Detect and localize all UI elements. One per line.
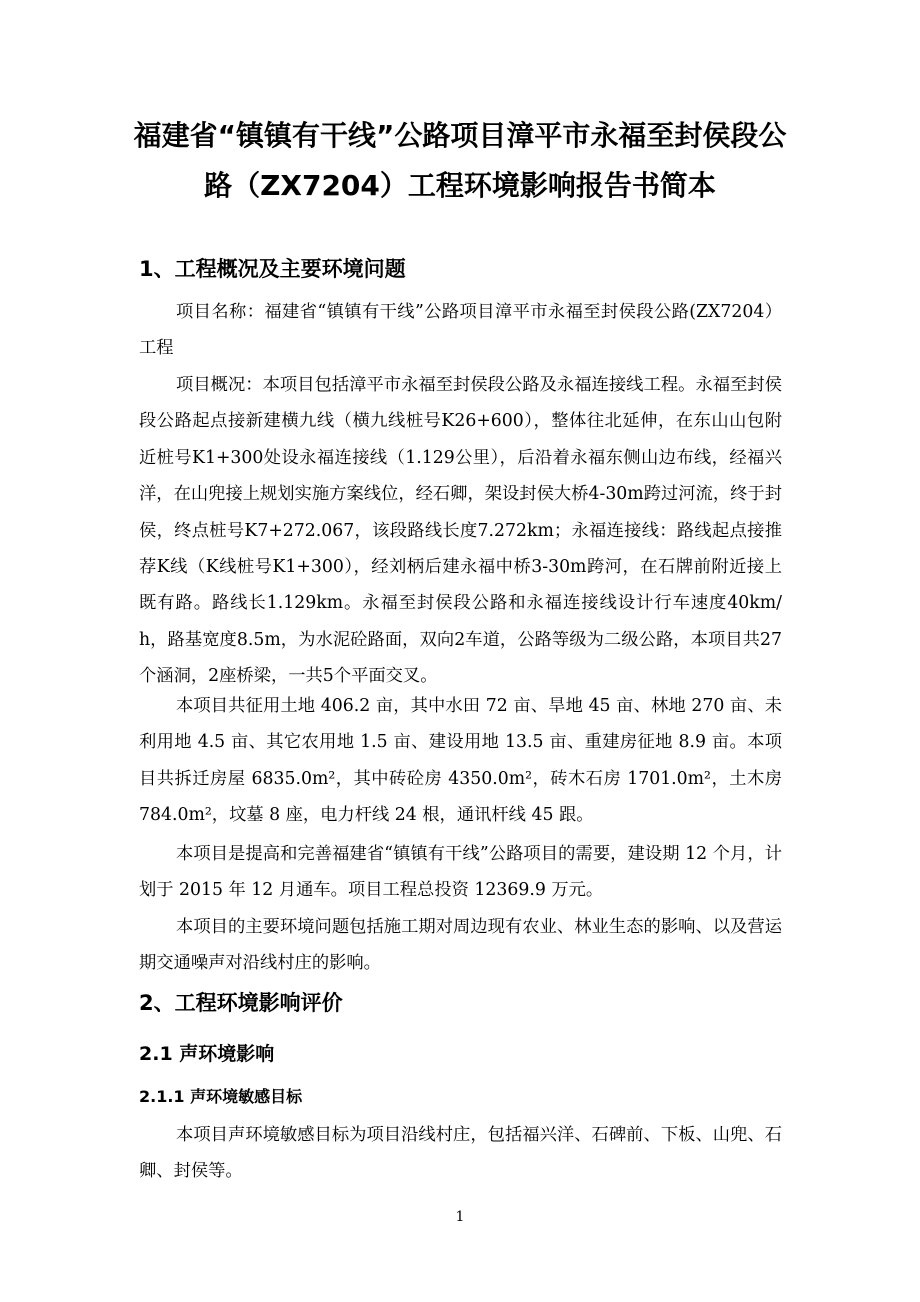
section-heading-2-1-1: 2.1.1 声环境敏感目标 [139,1087,303,1106]
paragraph-project-name: 项目名称：福建省“镇镇有干线”公路项目漳平市永福至封侯段公路(ZX7204）工程 [139,302,782,359]
section-heading-2-1: 2.1 声环境影响 [139,1043,275,1065]
paragraph-construction-period: 本项目是提高和完善福建省“镇镇有干线”公路项目的需要，建设期 12 个月，计划于 2015 年 12 月通车。项目工程总投资 12369.9 万元。 [139,844,782,901]
document-title-line-1: 福建省“镇镇有干线”公路项目漳平市永福至封侯段公 [133,119,787,152]
paragraph-project-overview: 项目概况：本项目包括漳平市永福至封侯段公路及永福连接线工程。永福至封侯段公路起点接新建横九线（横九线桩号K26+600），整体往北延伸，在东山山包附近桩号K1+300处设永福连接线（1.129公里），后沿着永福东侧山边布线，经福兴洋，在山兜接上规划实施方案线位，经石卿，架设封侯大桥4-30m跨过河流，终于封侯，终点桩号K7+272.067，该段路线长度7.272km；永福连接线：路线起点接推荐K线（K线桩号K1+300），经刘柄后建永福中桥3-30m跨河，在石牌前附近接上既有路。路线长1.129km。永福至封侯段公路和永福连接线设计行车速度40km/h，路基宽度8.5m，为水泥砼路面，双向2车道，公路等级为二级公路，本项目共27个涵洞，2座桥梁，一共5个平面交叉。 [139,375,782,687]
page-number: 1 [455,1209,465,1225]
document-title-line-2: 路（ZX7204）工程环境影响报告书简本 [204,169,716,202]
section-heading-2: 2、工程环境影响评价 [139,991,343,1015]
section-heading-1: 1、工程概况及主要环境问题 [139,257,406,281]
paragraph-main-issues: 本项目的主要环境问题包括施工期对周边现有农业、林业生态的影响、以及营运期交通噪声对沿线村庄的影响。 [139,917,782,974]
paragraph-land-use: 本项目共征用土地 406.2 亩，其中水田 72 亩、旱地 45 亩、林地 270 亩、未利用地 4.5 亩、其它农用地 1.5 亩、建设用地 13.5 亩、重建房征地 8.9 亩。本项目共拆迁房屋 6835.0m²，其中砖砼房 4350.0m²，砖木石房 1701.0m²，土木房 784.0m²，坟墓 8 座，电力杆线 24 根，通讯杆线 45 跟。 [139,696,782,826]
paragraph-noise-targets: 本项目声环境敏感目标为项目沿线村庄，包括福兴洋、石碑前、下板、山兜、石卿、封侯等。 [139,1125,782,1182]
